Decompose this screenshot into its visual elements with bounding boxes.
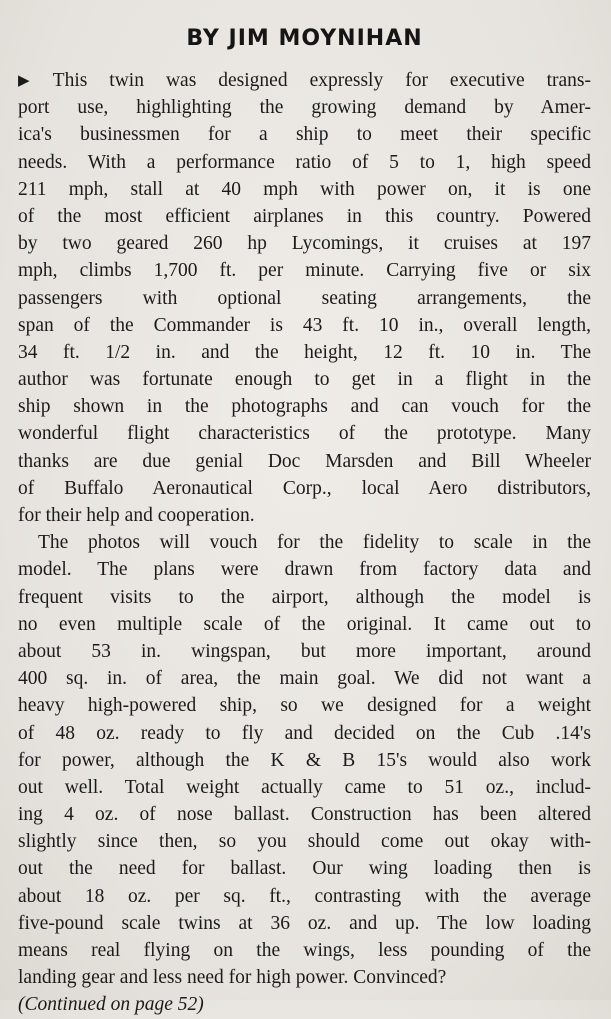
line-text: needs. With a performance ratio of 5 to 1, high speed <box>18 151 591 173</box>
text-line <box>18 774 591 801</box>
line-text: passengers with optional seating arrangements, the <box>18 287 591 309</box>
text-line <box>18 584 591 611</box>
text-line <box>18 94 591 121</box>
text-line <box>18 720 591 747</box>
text-line <box>18 149 591 176</box>
line-text: out the need for ballast. Our wing loading then is <box>18 858 591 880</box>
line-text: port use, highlighting the growing demand by Amer- <box>18 97 591 119</box>
text-line <box>18 747 591 774</box>
line-text: out well. Total weight actually came to 51 oz., includ- <box>18 776 591 798</box>
line-text: for power, although the K & B 15's would also work <box>18 749 591 771</box>
text-line <box>18 339 591 366</box>
line-text: by two geared 260 hp Lycomings, it cruises at 197 <box>18 233 591 255</box>
line-text: 400 sq. in. of area, the main goal. We did not want a <box>18 668 591 690</box>
line-text: frequent visits to the airport, although the model is <box>18 586 591 608</box>
line-text: slightly since then, so you should come out okay with- <box>18 831 591 853</box>
continued-note: (Continued on page 52) <box>18 994 204 1016</box>
line-text: heavy high-powered ship, so we designed for a weight <box>18 695 591 717</box>
line-text: five-pound scale twins at 36 oz. and up. The low loading <box>18 912 591 934</box>
line-text: of 48 oz. ready to fly and decided on the Cub .14's <box>18 722 591 744</box>
line-text: model. The plans were drawn from factory data and <box>18 559 591 581</box>
text-line <box>18 448 591 475</box>
line-text: span of the Commander is 43 ft. 10 in., overall length, <box>18 314 591 336</box>
text-line <box>18 611 591 638</box>
text-line <box>18 828 591 855</box>
triangle-right-icon: ▶ <box>18 73 47 89</box>
line-text: ship shown in the photographs and can vouch for the <box>18 396 591 418</box>
text-line <box>18 964 591 991</box>
text-line <box>18 502 591 529</box>
text-line <box>18 366 591 393</box>
text-line <box>18 556 591 583</box>
text-line <box>18 230 591 257</box>
text-line <box>18 176 591 203</box>
paragraph-1 <box>18 67 591 529</box>
text-line <box>18 692 591 719</box>
text-line <box>18 665 591 692</box>
line-text: about 18 oz. per sq. ft., contrasting with the average <box>18 885 591 907</box>
line-text: mph, climbs 1,700 ft. per minute. Carrying five or six <box>18 260 591 282</box>
text-line <box>18 937 591 964</box>
paragraph-2 <box>18 529 591 991</box>
text-line <box>18 910 591 937</box>
text-line <box>18 257 591 284</box>
text-line <box>18 121 591 148</box>
text-line <box>18 393 591 420</box>
line-text: 34 ft. 1/2 in. and the height, 12 ft. 10 in. The <box>18 341 591 363</box>
text-line <box>18 855 591 882</box>
text-line <box>18 67 591 94</box>
text-line <box>18 638 591 665</box>
text-line <box>18 529 591 556</box>
line-text: of the most efficient airplanes in this country. Powered <box>18 205 591 227</box>
line-text: This twin was designed expressly for executive trans- <box>52 70 592 91</box>
line-text: landing gear and less need for high power. Convinced? <box>18 967 447 989</box>
line-text: of Buffalo Aeronautical Corp., local Aero distributors, <box>18 477 591 499</box>
author-byline: BY JIM MOYNIHAN <box>186 26 423 51</box>
line-text: The photos will vouch for the fidelity to scale in the <box>38 532 591 554</box>
line-text: means real flying on the wings, less pounding of the <box>18 940 591 961</box>
text-line <box>18 883 591 910</box>
line-text: about 53 in. wingspan, but more important, around <box>18 640 591 662</box>
line-text: 211 mph, stall at 40 mph with power on, it is one <box>18 178 591 200</box>
line-text: no even multiple scale of the original. It came out to <box>18 613 591 635</box>
text-line <box>18 203 591 230</box>
text-line <box>18 312 591 339</box>
text-line <box>18 420 591 447</box>
line-text: ing 4 oz. of nose ballast. Construction has been altered <box>18 804 591 826</box>
text-line <box>18 801 591 828</box>
line-text: author was fortunate enough to get in a flight in the <box>18 369 591 391</box>
line-text: for their help and cooperation. <box>18 505 255 526</box>
line-text: ica's businessmen for a ship to meet their specific <box>18 124 591 146</box>
line-text: wonderful flight characteristics of the prototype. Many <box>18 423 591 445</box>
text-line <box>18 285 591 312</box>
line-text: thanks are due genial Doc Marsden and Bill Wheeler <box>18 450 591 472</box>
text-line <box>18 475 591 502</box>
